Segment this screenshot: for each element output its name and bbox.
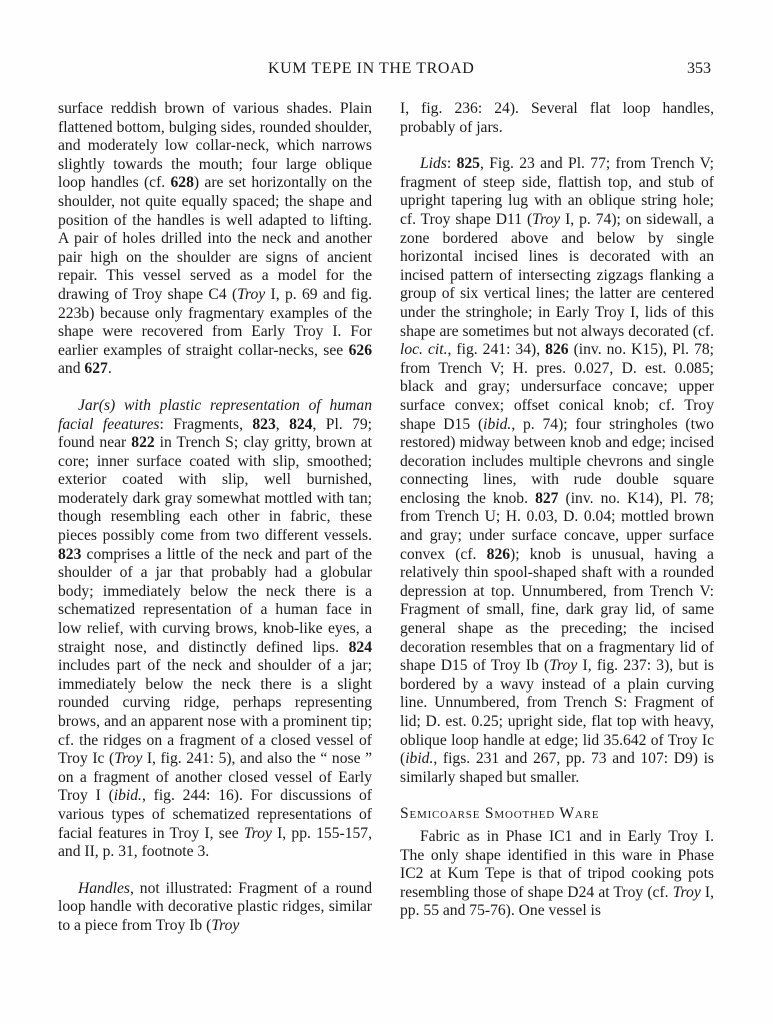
italic-text: Troy: [672, 883, 701, 901]
text-run: (inv. no. K15), Pl. 78; from Trench V; H. pres. 0.027, D. est. 0.085; black and gray; undersurface concave; upper surface convex; offset conical knob; cf. Troy shape D15 (: [400, 341, 714, 433]
text-run: , fig. 241: 34),: [447, 341, 546, 359]
text-run: I, pp. 55 and 75-76). One vessel is: [400, 883, 714, 920]
text-run: I, p. 74); on sidewall, a zone bordered above and below by single horizontal incised lines is decorated with an incised pattern of intersecting zigzags flanking a group of six vertical lines; the latter are centered under the stringhole; in Early Troy I, lids of this shape are sometimes but not always decorated (cf.: [400, 210, 714, 340]
catalog-number: 628: [170, 174, 194, 192]
italic-text: Lids: [420, 155, 447, 173]
catalog-number: 626: [348, 341, 372, 359]
italic-text: Troy: [549, 657, 578, 675]
italic-text: ibid.: [483, 415, 512, 433]
right-column: [400, 100, 714, 939]
catalog-number: 822: [131, 434, 155, 452]
text-run: , not illustrated: Fragment of a round loop handle with decorative plastic ridges, similar to a piece from Troy Ib (: [58, 879, 372, 934]
text-run: comprises a little of the neck and part of the shoulder of a jar that probably had a globular body; immediately below the neck there is a schematized representation of a human face in low relief, with curving brows, knob-like eyes, a straight nose, and distinctly defined lips.: [58, 545, 372, 656]
text-run: includes part of the neck and shoulder of a jar; immediately below the neck there is a slight rounded curving ridge, perhaps representing brows, and an apparent nose with a prominent tip; cf. the ridges on a fragment of a closed vessel of Troy Ic (: [58, 657, 372, 768]
italic-text: Jar(s) with plastic representation of human facial feeatures: [58, 396, 372, 433]
paragraph-semicoarse-ware: [400, 828, 714, 921]
catalog-number: 823: [58, 545, 82, 563]
paragraph-lids: [400, 155, 714, 787]
italic-text: loc. cit.: [400, 341, 448, 359]
italic-text: Troy: [237, 285, 266, 303]
text-run: I, fig. 236: 24). Several flat loop handles, probably of jars.: [400, 100, 714, 136]
text-run: , fig. 244: 16). For discussions of various types of schematized representations of facial features in Troy I, see: [58, 787, 372, 842]
text-run: I, pp. 155-157, and II, p. 31, footnote 3.: [58, 824, 372, 861]
text-run: I, fig. 241: 5), and also the “ nose ” on a fragment of another closed vessel of Early Troy I (: [58, 750, 372, 805]
italic-text: Troy: [532, 210, 561, 228]
text-run: and: [58, 360, 85, 378]
catalog-number: 824: [289, 415, 313, 433]
paragraph-vessel-description: [58, 100, 372, 379]
text-run: , figs. 231 and 267, pp. 73 and 107: D9) is similarly shaped but smaller.: [400, 750, 714, 786]
section-heading: Semicoarse Smoothed Ware: [400, 805, 600, 823]
text-run: in Trench S; clay gritty, brown at core; inner surface coated with slip, smoothed; exterior coated with slip, well burnished, moderately dark gray somewhat mottled with tan; though resembling each other in fabric, these pieces possibly come from two different vessels.: [58, 434, 372, 545]
catalog-number: 826: [545, 341, 569, 359]
catalog-number: 824: [348, 638, 372, 656]
text-run: : Fragments,: [159, 415, 253, 433]
text-run: ) are set horizontally on the shoulder, not quite equally spaced; the shape and position of the handles is well adapted to lifting. A pair of holes drilled into the neck and another pair high on the shoulder are signs of ancient repair. This vessel served as a model for the drawing of Troy shape C4 (: [58, 174, 372, 303]
text-run: , Fig. 23 and Pl. 77; from Trench V; fragment of steep side, flattish top, and stub of upright tapering lug with an oblique string hole; cf. Troy shape D11 (: [400, 155, 715, 228]
italic-text: ibid.: [405, 750, 434, 768]
catalog-number: 627: [84, 360, 108, 378]
catalog-number: 825: [456, 155, 480, 173]
italic-text: Troy: [243, 824, 272, 842]
italic-text: Troy: [114, 750, 143, 768]
catalog-number: 826: [486, 545, 511, 563]
text-run: :: [446, 155, 457, 173]
text-run: ); knob is unusual, having a relatively thin spool-shaped shaft with a rounded depression at top. Unnumbered, from Trench V: Fragment of small, fine, dark gray lid, of same general shape as the preceding; the incised decoration resembles that on a fragmentary lid of shape D15 of Troy Ib (: [400, 545, 714, 675]
text-run: I, p. 69 and fig. 223b) because only fragmentary examples of the shape were recovered from Early Troy I. For earlier examples of straight collar-necks, see: [58, 285, 372, 359]
italic-text: Troy: [211, 916, 240, 934]
text-run: , p. 74); four stringholes (two restored) midway between knob and edge; incised decoration includes multiple chevrons and single connecting lines, with rude double square enclosing the knob.: [400, 415, 714, 507]
paragraph-handles: [58, 880, 372, 936]
catalog-number: 823: [252, 415, 276, 433]
text-run: Fabric as in Phase IC1 and in Early Troy I. The only shape identified in this ware in Phase IC2 at Kum Tepe is that of tripod cooking pots resembling those of shape D24 at Troy (cf.: [400, 827, 714, 901]
text-run: .: [107, 360, 112, 378]
text-run: surface reddish brown of various shades. Plain flattened bottom, bulging sides, rounded shoulder, and moderately low collar-neck, which narrows slightly towards the mouth; four large oblique loop handles (cf.: [58, 100, 372, 192]
italic-text: ibid.: [113, 787, 142, 805]
text-run: ,: [275, 415, 290, 433]
page-number: 353: [687, 60, 711, 77]
paragraph-handles-continued: [400, 100, 714, 137]
running-head: KUM TEPE IN THE TROAD: [268, 60, 475, 77]
text-run: , Pl. 79; found near: [58, 415, 372, 452]
left-column: [58, 100, 372, 954]
text-run: I, fig. 237: 3), but is bordered by a wavy instead of a plain curving line. Unnumbered, from Trench S: Fragment of lid; D. est. 0.25; upright side, flat top with heavy, oblique loop handle at edge; lid 35.642 of Troy Ic (: [400, 657, 714, 768]
text-run: (inv. no. K14), Pl. 78; from Trench U; H. 0.03, D. 0.04; mottled brown and gray; under surface concave, upper surface convex (cf.: [400, 489, 714, 563]
paragraph-facial-features-jars: [58, 397, 372, 862]
italic-text: Handles: [78, 879, 130, 897]
catalog-number: 827: [535, 489, 559, 507]
